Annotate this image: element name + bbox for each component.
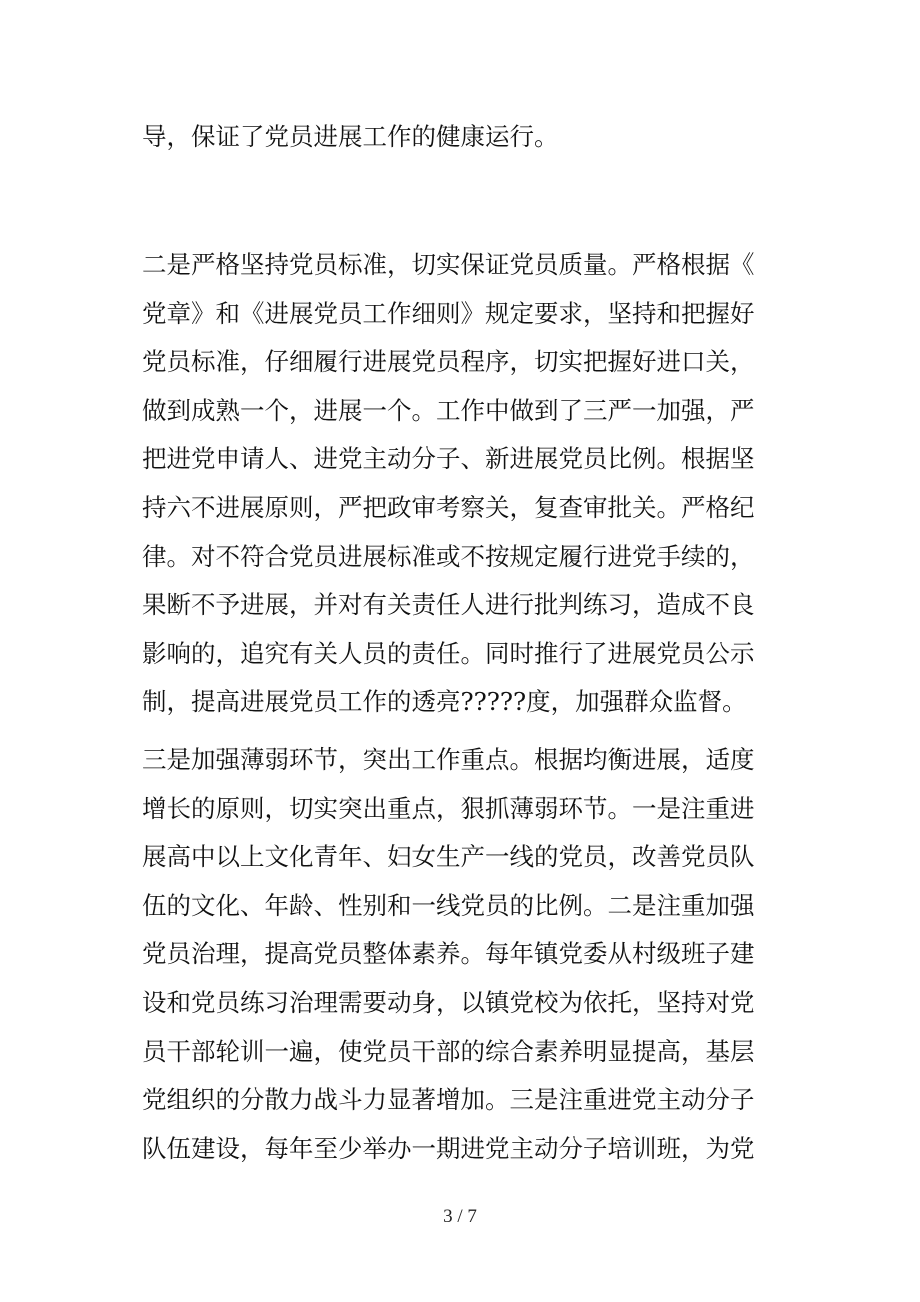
text-line: 党员标准，仔细履行进展党员程序，切实把握好进口关， bbox=[142, 347, 755, 377]
text-line: 做到成熟一个，进展一个。工作中做到了三严一加强，严 bbox=[142, 395, 755, 425]
text-line: 影响的，追究有关人员的责任。同时推行了进展党员公示 bbox=[142, 638, 755, 668]
text-line: 伍的文化、年龄、性别和一线党员的比例。二是注重加强 bbox=[142, 890, 755, 920]
text-line: 把进党申请人、进党主动分子、新进展党员比例。根据坚 bbox=[142, 444, 755, 474]
text-line: 队伍建设，每年至少举办一期进党主动分子培训班，为党 bbox=[142, 1133, 755, 1163]
text-line: 导，保证了党员进展工作的健康运行。 bbox=[142, 122, 559, 151]
page-number: 3 / 7 bbox=[443, 1206, 477, 1227]
text-line: 果断不予进展，并对有关责任人进行批判练习，造成不良 bbox=[142, 590, 755, 620]
text-line: 律。对不符合党员进展标准或不按规定履行进党手续的， bbox=[142, 541, 755, 571]
text-line: 增长的原则，切实突出重点，狠抓薄弱环节。一是注重进 bbox=[142, 793, 755, 823]
text-line: 员干部轮训一遍，使党员干部的综合素养明显提高，基层 bbox=[142, 1036, 755, 1066]
text-line: 设和党员练习治理需要动身，以镇党校为依托，坚持对党 bbox=[142, 987, 755, 1017]
paragraph-2 bbox=[142, 241, 782, 727]
text-line: 党章》和《进展党员工作细则》规定要求，坚持和把握好 bbox=[142, 298, 755, 328]
paragraph-3 bbox=[142, 736, 782, 1173]
text-line: 展高中以上文化青年、妇女生产一线的党员，改善党员队 bbox=[142, 842, 755, 872]
text-line: 二是严格坚持党员标准，切实保证党员质量。严格根据《 bbox=[142, 250, 755, 279]
text-line: 党组织的分散力战斗力显著增加。三是注重进党主动分子 bbox=[142, 1085, 755, 1115]
text-line: 持六不进展原则，严把政审考察关，复查审批关。严格纪 bbox=[142, 492, 755, 522]
text-line: 三是加强薄弱环节，突出工作重点。根据均衡进展，适度 bbox=[142, 745, 755, 774]
text-line: 党员治理，提高党员整体素养。每年镇党委从村级班子建 bbox=[142, 939, 755, 969]
text-line: 制，提高进展党员工作的透亮?????度，加强群众监督。 bbox=[142, 687, 747, 717]
paragraph-1 bbox=[142, 118, 782, 156]
